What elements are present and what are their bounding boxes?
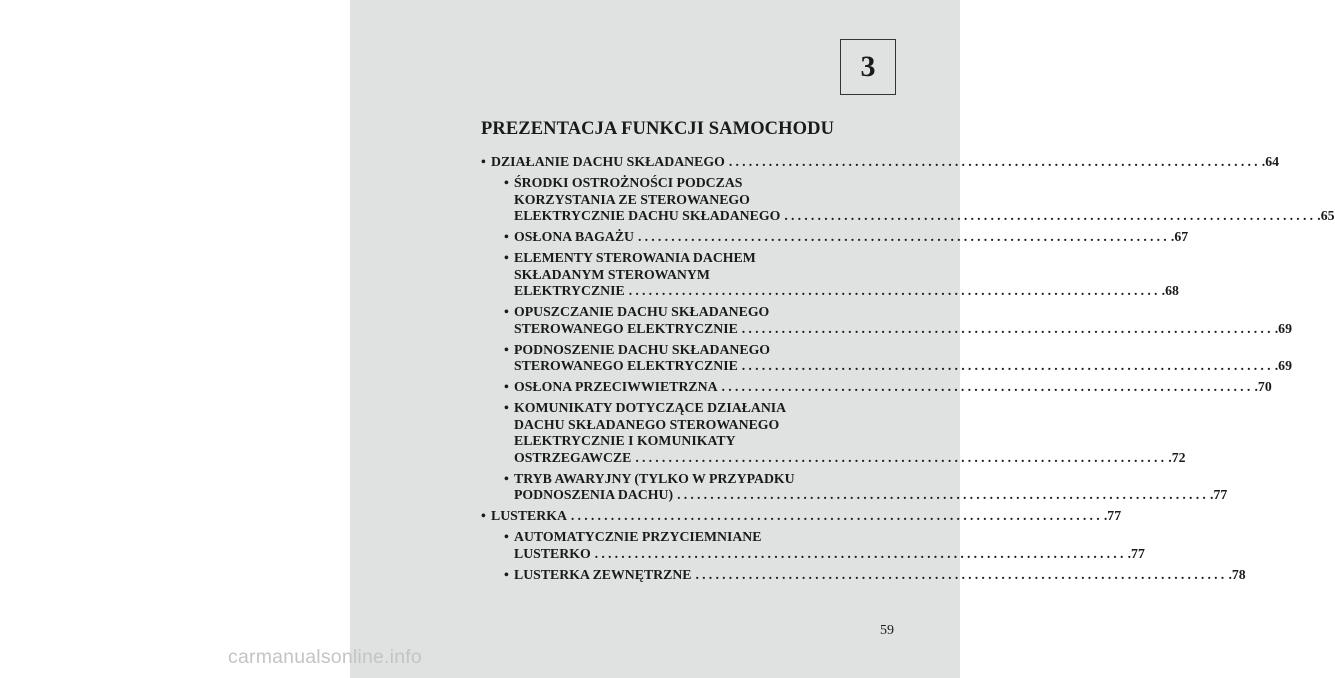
toc-entry-page: .72 [1168,449,1186,465]
toc-entry-page: .64 [1261,154,1280,169]
toc-entry-row [514,229,1189,246]
toc-entry-row [514,379,1272,396]
toc-entry[interactable] [504,566,1246,584]
toc-entry-title: LUSTERKA [491,508,567,523]
toc-entry-row [514,566,1246,584]
toc-entry-line: TRYB AWARYJNY (TYLKO W PRZYPADKU [514,470,795,486]
toc-entry-row [514,358,1292,375]
toc-entry-title: OSŁONA BAGAŻU [514,229,634,244]
toc-entry-title: OSŁONA PRZECIWWIETRZNA [514,379,718,394]
toc-entry-title: LUSTERKA ZEWNĘTRZNE [514,566,692,582]
toc-entry[interactable] [504,304,1292,337]
toc-entry-line: DACHU SKŁADANEGO STEROWANEGO [514,416,780,432]
dot-leader: ................................................................................ [594,545,1127,561]
dot-leader: ................................................................................ [741,320,1274,336]
toc-entry-title: PODNOSZENIA DACHU) [514,487,674,502]
dot-leader: ................................................................................ [741,358,1274,373]
toc-entry[interactable] [504,229,1189,246]
toc-entry-line: SKŁADANYM STEROWANYM [514,266,710,282]
toc-entry-line: ELEMENTY STEROWANIA DACHEM [514,250,756,265]
toc-entry[interactable] [481,508,1122,525]
toc-entry-line: AUTOMATYCZNIE PRZYCIEMNIANE [514,529,762,544]
dot-leader: ................................................................................ [721,379,1254,394]
bullet-icon: • [504,470,509,486]
toc-entry-row [514,208,1335,225]
toc-entry[interactable] [504,529,1145,562]
table-of-contents [350,0,1335,678]
bullet-icon: • [481,508,486,523]
toc-entry[interactable] [504,400,1186,466]
toc-entry-page: .68 [1161,283,1179,298]
bullet-icon: • [504,175,509,190]
dot-leader: ................................................................................ [637,229,1170,244]
toc-entry-page: .67 [1170,229,1189,244]
blank-left-area [0,0,350,678]
dot-leader: ................................................................................ [784,208,1317,223]
toc-entry-title: ELEKTRYCZNIE [514,283,625,298]
toc-entry-title: LUSTERKO [514,545,591,561]
section-heading: PREZENTACJA FUNKCJI SAMOCHODU [481,119,835,139]
dot-leader: ................................................................................ [570,508,1103,523]
dot-leader: ................................................................................ [635,449,1168,465]
toc-entry-line: ELEKTRYCZNIE I KOMUNIKATY [514,433,736,448]
toc-entry-row [491,508,1122,525]
toc-entry-line: KORZYSTANIA ZE STEROWANEGO [514,191,750,207]
toc-entry-page: .70 [1254,379,1272,394]
toc-entry-page: .78 [1228,566,1246,582]
dot-leader: ................................................................................ [628,283,1161,298]
dot-leader: ................................................................................ [695,566,1228,582]
chapter-number-box: 3 [840,39,896,95]
bullet-icon: • [504,304,509,319]
bullet-icon: • [504,341,509,357]
bullet-icon: • [504,529,509,544]
toc-entry-page: .77 [1210,487,1228,502]
toc-entry-title: ELEKTRYCZNIE DACHU SKŁADANEGO [514,208,781,223]
bullet-icon: • [504,400,509,415]
toc-entry[interactable] [481,154,1280,171]
toc-entry-row [514,545,1145,563]
bullet-icon: • [504,379,509,394]
toc-entry-line: KOMUNIKATY DOTYCZĄCE DZIAŁANIA [514,400,787,415]
toc-entry-title: STEROWANEGO ELEKTRYCZNIE [514,320,738,336]
toc-entry-title: DZIAŁANIE DACHU SKŁADANEGO [491,154,725,169]
toc-entry-line: ŚRODKI OSTROŻNOŚCI PODCZAS [514,175,743,190]
dot-leader: ................................................................................ [677,487,1209,502]
toc-entry-page: .69 [1274,320,1292,336]
toc-entry[interactable] [504,175,1335,225]
toc-entry-row [514,449,1186,467]
toc-entry-row [491,154,1280,171]
watermark-text: carmanualsonline.info [228,646,422,668]
toc-entry-row [514,320,1292,338]
toc-entry[interactable] [504,379,1272,396]
toc-entry-page: .69 [1274,358,1292,373]
toc-entry-page: .77 [1127,545,1145,561]
bullet-icon: • [481,154,486,169]
manual-page [350,0,1335,678]
bullet-icon: • [504,566,509,582]
toc-entry-page: .77 [1103,508,1122,523]
toc-entry-line: OPUSZCZANIE DACHU SKŁADANEGO [514,304,770,319]
toc-entry[interactable] [504,250,1179,300]
bullet-icon: • [504,250,509,265]
toc-entry[interactable] [504,341,1292,375]
bullet-icon: • [504,229,509,244]
toc-entry-row [514,487,1228,504]
toc-entry-page: .65 [1317,208,1335,223]
toc-entry-line: PODNOSZENIE DACHU SKŁADANEGO [514,341,771,357]
dot-leader: ................................................................................ [728,154,1261,169]
page-number: 59 [880,623,894,638]
toc-entry-row [514,283,1179,300]
toc-entry[interactable] [504,470,1228,504]
toc-entry-title: STEROWANEGO ELEKTRYCZNIE [514,358,738,373]
toc-entry-title: OSTRZEGAWCZE [514,449,632,465]
